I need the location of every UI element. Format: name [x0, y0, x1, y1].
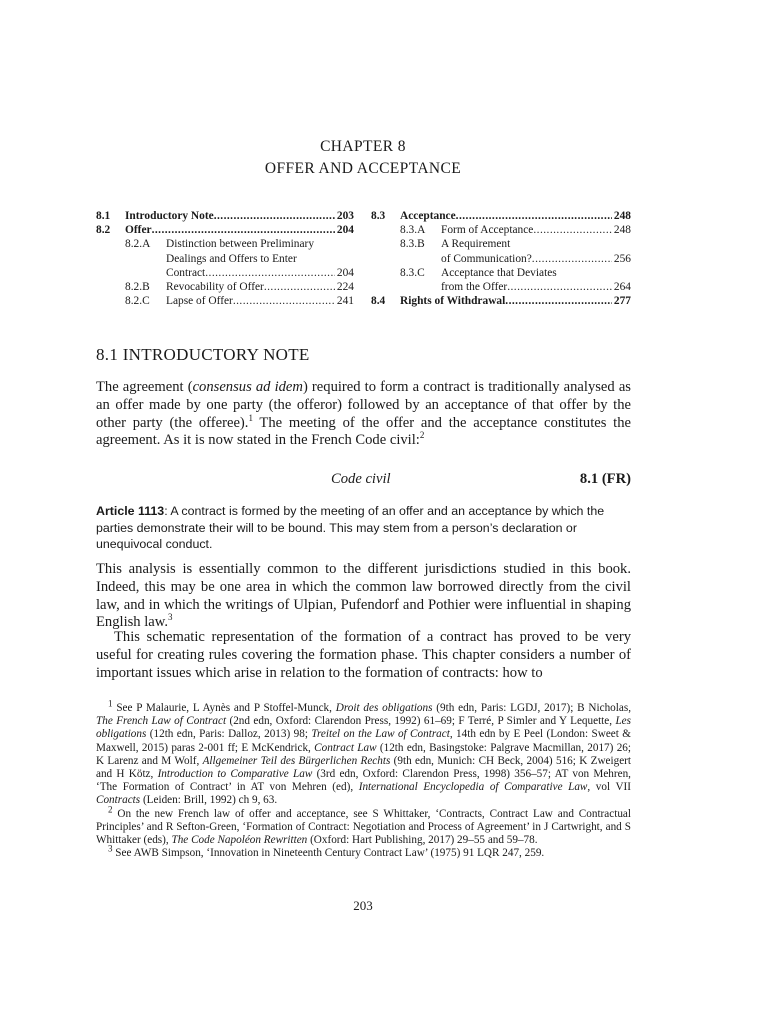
toc-label: Rights of Withdrawal	[400, 295, 506, 308]
toc-entry	[96, 280, 354, 294]
source-title: Code civil	[331, 471, 391, 487]
toc-page: 224	[336, 280, 354, 293]
footnote: $^2$ On the new French law of offer and acceptance, see S Whittaker, ‘Contracts, Contract Law and Contractual Principles’ and R Sefton-Green, ‘Formation of Contract: Negotiation and Process of Agreement’ in J Cartwright, and S Whittaker (eds), The Code Napoléon Rewritten (Oxford: Hart Publishing, 2017) 29–55 and 59–78.	[96, 803, 631, 847]
toc-entry	[371, 280, 631, 294]
toc-entry	[371, 223, 631, 237]
toc-label: Distinction between Preliminary	[166, 238, 315, 251]
toc-label: from the Offer	[441, 280, 508, 293]
toc-label: Contract	[166, 266, 206, 279]
toc-number: 8.3.C	[400, 266, 425, 279]
toc-entry	[371, 209, 631, 223]
paragraph: This schematic representation of the formation of a contract has proved to be very useful for creating rules covering the formation phase. This chapter considers a number of important issues which arise in relation to the formation of contracts: how to	[96, 629, 631, 681]
toc-number: 8.2.C	[125, 295, 150, 308]
toc-entry	[96, 252, 354, 266]
toc-number: 8.3.A	[400, 224, 426, 237]
toc-page: 256	[613, 252, 631, 265]
toc-entry	[371, 294, 631, 308]
toc-entry	[371, 237, 631, 251]
chapter-heading	[0, 136, 726, 180]
toc-left-column	[96, 209, 354, 308]
toc-number: 8.2.A	[125, 238, 151, 251]
toc-page: 241	[336, 295, 354, 308]
toc-page: 264	[613, 280, 631, 293]
toc-label: Revocability of Offer	[166, 280, 264, 293]
article-text: : A contract is formed by the meeting of an offer and an acceptance by which the parties demonstrate their will to be bound. This may stem from a person’s declaration or unequivocal conduct.	[96, 504, 605, 552]
article-label: Article 1113	[96, 504, 165, 518]
toc-label: of Communication?	[441, 252, 532, 265]
toc-entry	[371, 266, 631, 280]
toc-number: 8.3	[371, 210, 386, 222]
paragraph: The agreement (consensus ad idem) required to form a contract is traditionally analysed as an offer made by one party (the offeror) followed by an acceptance of that offer by the other party (the offeree).$^1$ The meeting of the offer and the acceptance constitutes the agreement. As it is now stated in the French Code civil:$^2$	[96, 379, 631, 449]
toc-number: 8.4	[371, 295, 386, 308]
toc-number: 8.2	[96, 224, 111, 237]
toc-entry	[96, 223, 354, 237]
footnotes	[96, 698, 632, 860]
toc-page: 204	[336, 266, 354, 279]
toc-page: 248	[613, 210, 631, 222]
toc-page: 203	[336, 210, 354, 222]
toc-number: 8.1	[96, 210, 111, 222]
section-heading: 8.1 INTRODUCTORY NOTE	[96, 345, 310, 364]
toc-label: Acceptance	[400, 210, 456, 222]
toc-label: Acceptance that Deviates	[441, 266, 557, 279]
toc-page: 277	[613, 295, 631, 308]
toc-page: 248	[613, 224, 631, 237]
toc-label: Lapse of Offer	[166, 295, 233, 308]
toc-entry	[96, 294, 354, 308]
toc-label: Form of Acceptance	[441, 224, 534, 237]
article-quote	[96, 503, 631, 553]
chapter-number: CHAPTER 8	[320, 138, 406, 155]
toc-entry	[96, 237, 354, 251]
footnote: $^3$ See AWB Simpson, ‘Innovation in Nineteenth Century Contract Law’ (1975) 91 LQR 247, 259.	[108, 843, 545, 860]
toc-entry	[96, 209, 354, 223]
footnote-ref[interactable]: 2	[419, 430, 425, 441]
toc-right-column	[371, 209, 631, 308]
toc-page: 204	[336, 224, 354, 237]
page-number: 203	[353, 898, 373, 913]
toc-entry	[371, 252, 631, 266]
toc-label: Dealings and Offers to Enter	[166, 252, 297, 265]
toc-label: Introductory Note	[125, 210, 214, 222]
toc-number: 8.2.B	[125, 280, 150, 293]
footnote-ref[interactable]: 3	[168, 612, 173, 623]
footnote: $^1$ See P Malaurie, L Aynès and P Stoffel-Munck, Droit des obligations (9th edn, Paris: LGDJ, 2017); B Nicholas, The French Law of Contract (2nd edn, Oxford: Clarendon Press, 1992) 61–69; F Terré, P Simler and Y Lequette, Les obligations (12th edn, Paris: Dalloz, 2013) 98; Treitel on the Law of Contract, 14th edn by E Peel (London: Sweet & Maxwell, 2015) paras 2-001 ff; E McKendrick, Contract Law (12th edn, Basingstoke: Palgrave Macmillan, 2017) 26; K Larenz and M Wolf, Allgemeiner Teil des Bürgerlichen Rechts (9th edn, Munich: CH Beck, 2004) 516; K Zweigert and H Kötz, Introduction to Comparative Law (3rd edn, Oxford: Clarendon Press, 1998) 356–57; AT von Mehren, ‘The Formation of Contract’ in AT von Mehren (ed), International Encyclopedia of Comparative Law, vol VII Contracts (Leiden: Brill, 1992) ch 9, 63.	[96, 698, 632, 807]
toc-number: 8.3.B	[400, 238, 425, 251]
toc-label: Offer	[125, 224, 152, 237]
toc-label: A Requirement	[441, 238, 511, 251]
paragraph: This analysis is essentially common to the different jurisdictions studied in this book. Indeed, this may be one area in which the common law borrowed directly from the civil law, and in which the writings of Ulpian, Pufendorf and Pothier were influential in shaping English law.$^3$	[96, 561, 631, 631]
toc-entry	[96, 266, 354, 280]
chapter-title: OFFER AND ACCEPTANCE	[264, 160, 462, 177]
source-reference: 8.1 (FR)	[579, 471, 631, 487]
footnote-ref[interactable]: 1	[248, 412, 253, 423]
